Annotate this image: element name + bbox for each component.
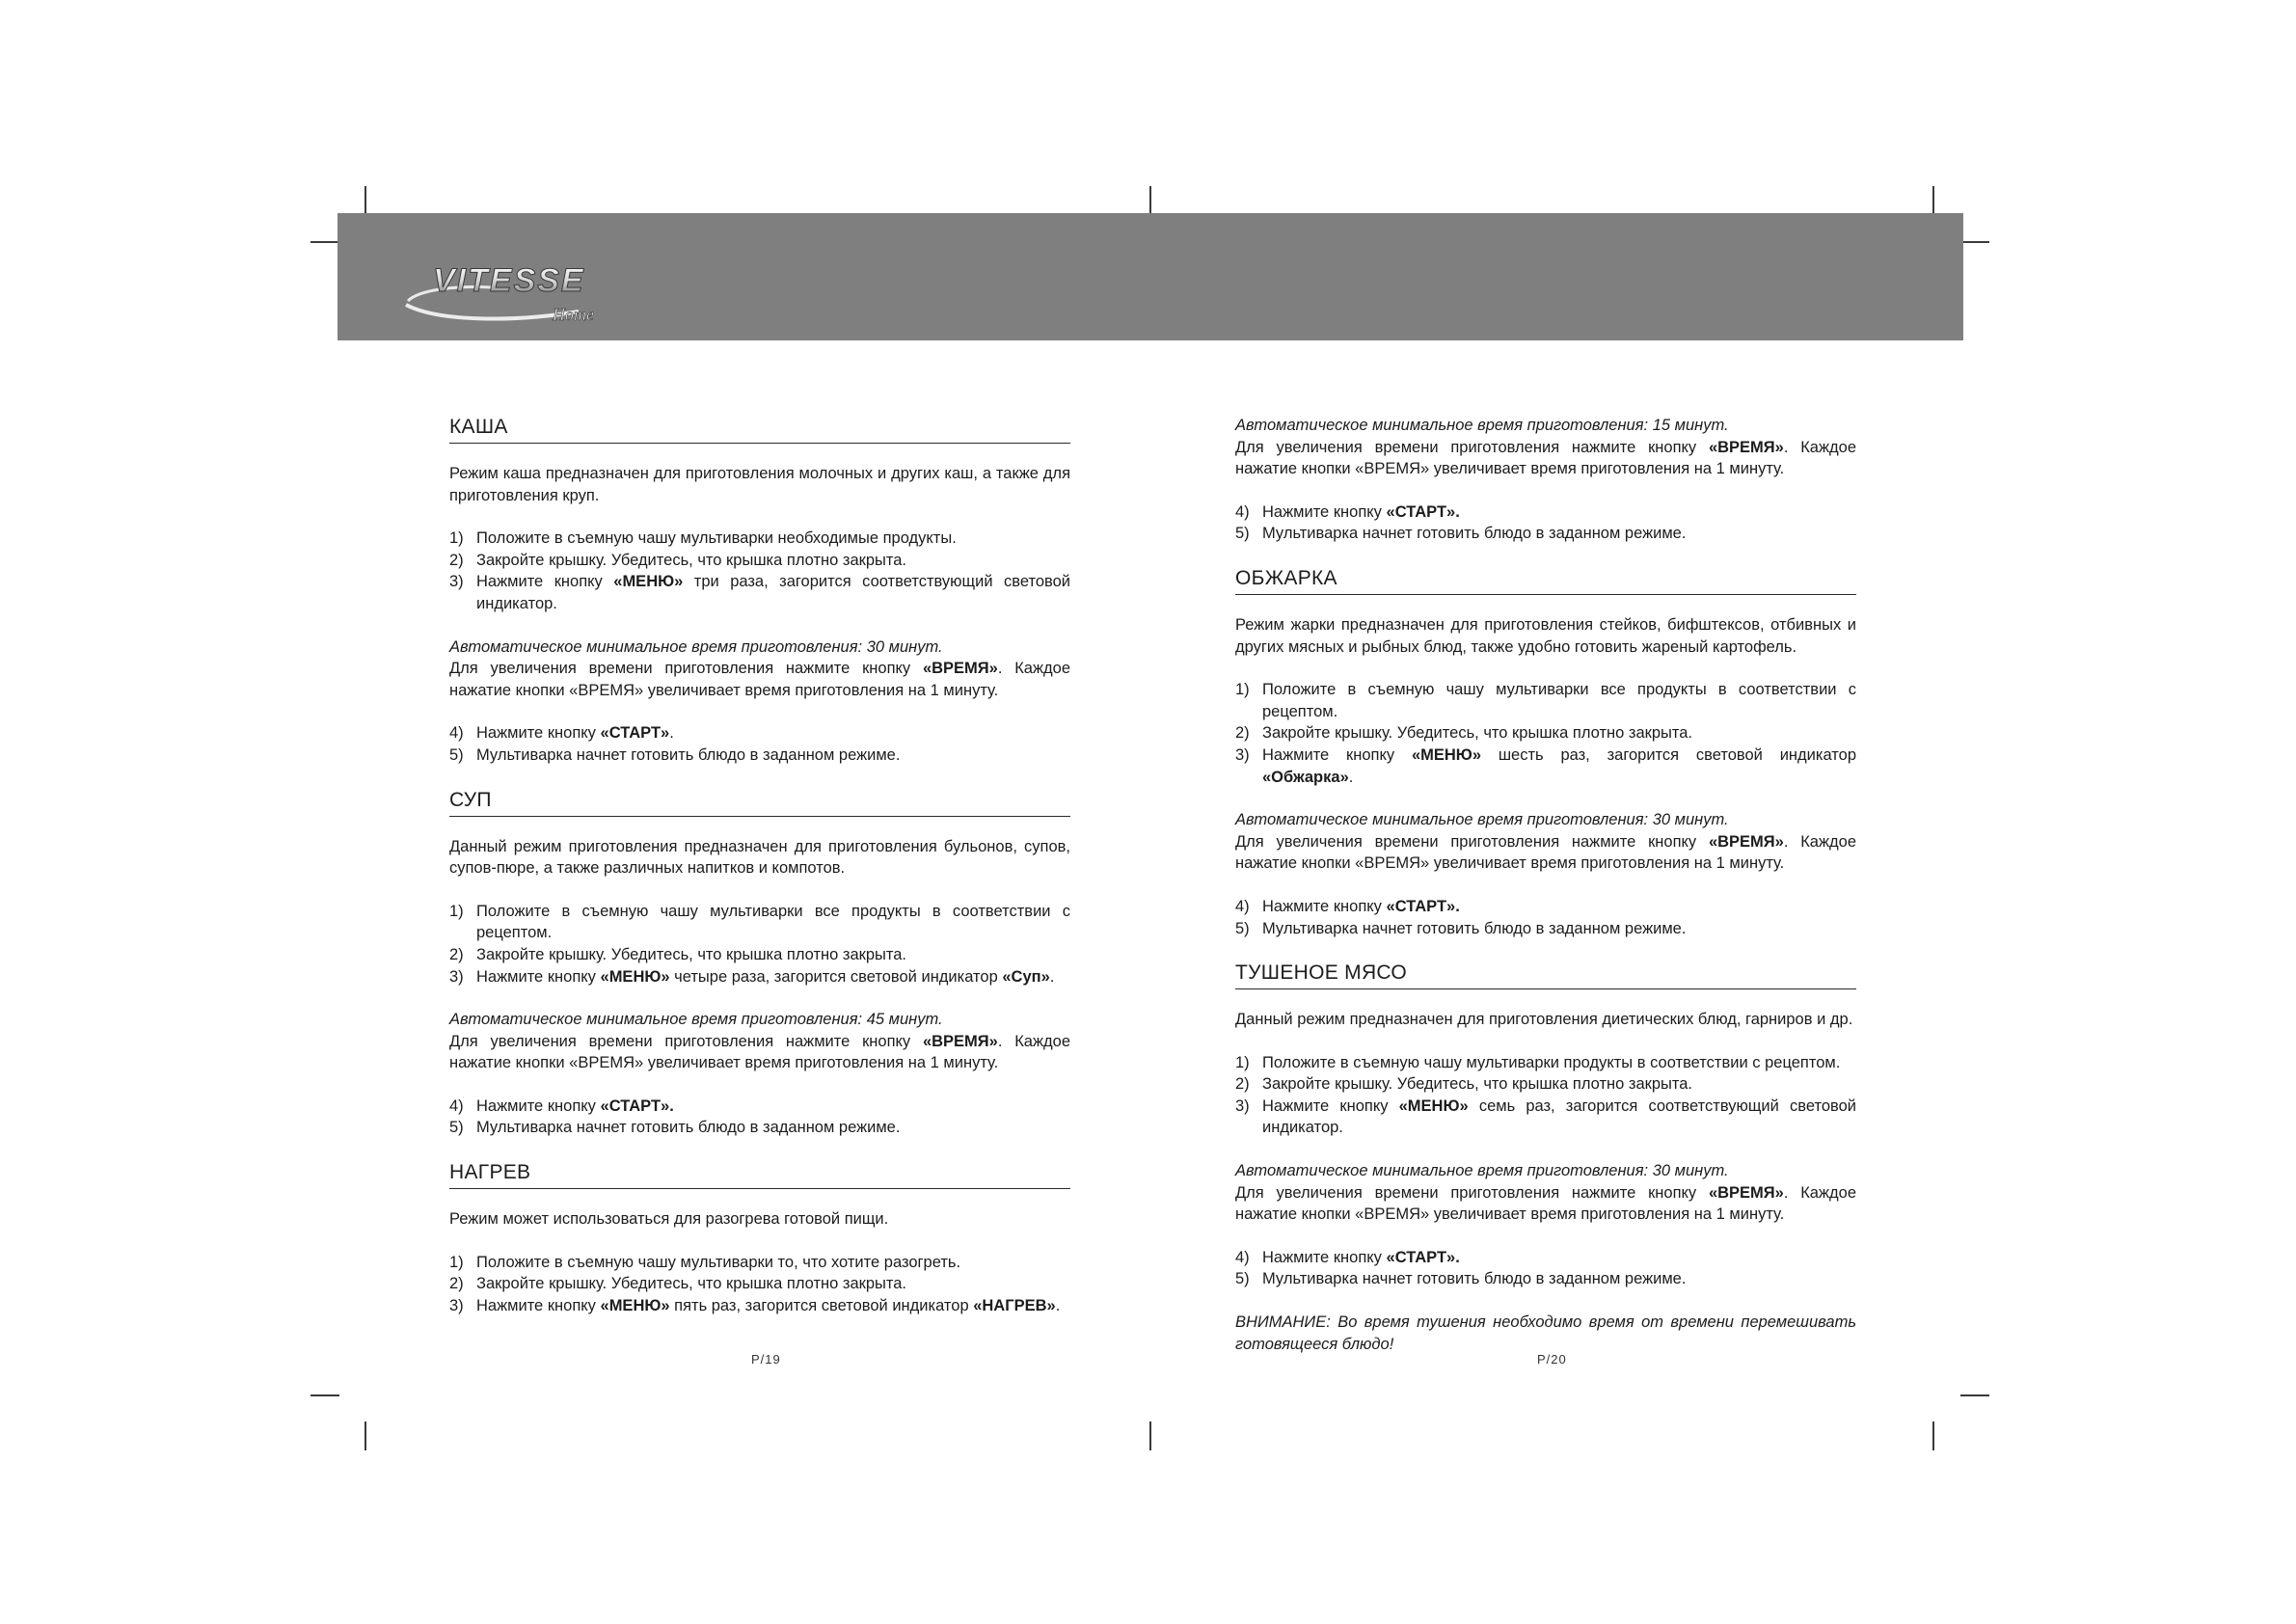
brand-sub: Home	[553, 305, 594, 324]
page-right	[1235, 415, 1856, 1376]
crop-mark	[1932, 186, 1934, 215]
list-item: 2) Закройте крышку. Убедитесь, что крышка плотно закрыта.	[1235, 724, 1693, 743]
steps-list	[449, 528, 1070, 614]
section-obzharka	[1235, 566, 1856, 939]
duration-note: Автоматическое минимальное время приготовления: 30 минут.	[1235, 1162, 1729, 1180]
list-item: 5) Мультиварка начнет готовить блюдо в заданном режиме.	[1235, 919, 1687, 937]
duration-note: Автоматическое минимальное время приготовления: 30 минут.	[449, 637, 943, 656]
crop-mark	[311, 1394, 339, 1396]
section-sup	[449, 788, 1070, 1140]
crop-mark	[1149, 1421, 1151, 1450]
list-item: 2) Закройте крышку. Убедитесь, что крышка плотно закрыта.	[449, 945, 907, 963]
final-steps-list	[449, 722, 1070, 766]
final-steps-list	[449, 1096, 1070, 1139]
section-intro: Режим каша предназначен для приготовления молочных и других каш, а также для приготовления круп.	[449, 465, 1070, 504]
section-title: СУП	[449, 788, 1070, 817]
crop-mark	[1932, 1421, 1934, 1450]
list-item: 2) Закройте крышку. Убедитесь, что крышка плотно закрыта.	[449, 551, 907, 569]
crop-mark	[1149, 186, 1151, 215]
section-intro: Данный режим предназначен для приготовления диетических блюд, гарниров и др.	[1235, 1011, 1853, 1029]
section-title: КАША	[449, 415, 1070, 444]
list-item: 1) Положите в съемную чашу мультиварки продукты в соответствии с рецептом.	[1235, 1053, 1841, 1071]
section-title: ТУШЕНОЕ МЯСО	[1235, 961, 1856, 989]
page-left	[449, 415, 1070, 1338]
brand-logo	[400, 258, 641, 336]
page-number-left: P/19	[751, 1352, 781, 1367]
crop-mark	[1960, 241, 1989, 243]
duration-note: Автоматическое минимальное время приготовления: 15 минут.	[1235, 417, 1729, 434]
final-steps-list	[1235, 501, 1856, 545]
section-nagrev	[449, 1160, 1070, 1316]
list-item: 1) Положите в съемную чашу мультиварки все продукты в соответствии с рецептом.	[1235, 681, 1856, 720]
crop-mark	[365, 1421, 366, 1450]
crop-mark	[1960, 1394, 1989, 1396]
list-item: 4) Нажмите кнопку «СТАРТ».	[1235, 502, 1460, 521]
steps-list	[1235, 679, 1856, 788]
duration-note: Автоматическое минимальное время приготовления: 45 минут.	[449, 1011, 943, 1029]
section-intro: Режим жарки предназначен для приготовления стейков, бифштексов, отбивных и других мясных и рыбных блюд, также удобно готовить жареный картофель.	[1235, 615, 1856, 656]
warning-note: ВНИМАНИЕ: Во время тушения необходимо время от времени перемешивать готовящееся блюдо!	[1235, 1313, 1856, 1353]
list-item: 4) Нажмите кнопку «СТАРТ».	[1235, 1248, 1460, 1266]
list-item: 1) Положите в съемную чашу мультиварки все продукты в соответствии с рецептом.	[449, 902, 1070, 942]
list-item: 3) Нажмите кнопку «МЕНЮ» три раза, загорится соответствующий световой индикатор.	[449, 573, 1070, 612]
list-item: 2) Закройте крышку. Убедитесь, что крышка плотно закрыта.	[449, 1275, 907, 1293]
list-item: 1) Положите в съемную чашу мультиварки то, что хотите разогреть.	[449, 1253, 961, 1271]
final-steps-list	[1235, 896, 1856, 939]
duration-note: Автоматическое минимальное время приготовления: 30 минут.	[1235, 811, 1729, 829]
list-item: 3) Нажмите кнопку «МЕНЮ» шесть раз, загорится световой индикатор «Обжарка».	[1235, 745, 1856, 786]
list-item: 2) Закройте крышку. Убедитесь, что крышка плотно закрыта.	[1235, 1075, 1693, 1094]
section-kasha	[449, 415, 1070, 767]
list-item: 3) Нажмите кнопку «МЕНЮ» четыре раза, загорится световой индикатор «Суп».	[449, 967, 1055, 986]
brand-name: VITESSE	[433, 262, 585, 299]
final-steps-list	[1235, 1247, 1856, 1290]
list-item: 5) Мультиварка начнет готовить блюдо в заданном режиме.	[1235, 525, 1687, 543]
list-item: 3) Нажмите кнопку «МЕНЮ» семь раз, загорится соответствующий световой индикатор.	[1235, 1096, 1856, 1137]
section-intro: Режим может использоваться для разогрева готовой пищи.	[449, 1210, 889, 1229]
time-note: Для увеличения времени приготовления нажмите кнопку «ВРЕМЯ». Каждое нажатие кнопки «ВРЕМЯ» увеличивает время приготовления на 1 минуту.	[449, 1032, 1070, 1072]
list-item: 1) Положите в съемную чашу мультиварки необходимые продукты.	[449, 529, 957, 548]
section-tushenoe-myaso	[1235, 961, 1856, 1355]
time-note: Для увеличения времени приготовления нажмите кнопку «ВРЕМЯ». Каждое нажатие кнопки «ВРЕМЯ» увеличивает время приготовления на 1 минуту.	[449, 660, 1070, 699]
crop-mark	[311, 241, 339, 243]
page-number-right: P/20	[1537, 1352, 1567, 1367]
time-note: Для увеличения времени приготовления нажмите кнопку «ВРЕМЯ». Каждое нажатие кнопки «ВРЕМЯ» увеличивает время приготовления на 1 минуту.	[1235, 438, 1856, 478]
list-item: 4) Нажмите кнопку «СТАРТ».	[449, 724, 674, 743]
time-note: Для увеличения времени приготовления нажмите кнопку «ВРЕМЯ». Каждое нажатие кнопки «ВРЕМЯ» увеличивает время приготовления на 1 минуту.	[1235, 1183, 1856, 1224]
continuation-block	[1235, 415, 1856, 545]
list-item: 5) Мультиварка начнет готовить блюдо в заданном режиме.	[1235, 1270, 1687, 1288]
list-item: 4) Нажмите кнопку «СТАРТ».	[449, 1096, 674, 1115]
section-title: ОБЖАРКА	[1235, 566, 1856, 595]
list-item: 4) Нажмите кнопку «СТАРТ».	[1235, 897, 1460, 915]
steps-list	[1235, 1052, 1856, 1139]
section-title: НАГРЕВ	[449, 1160, 1070, 1189]
list-item: 5) Мультиварка начнет готовить блюдо в заданном режиме.	[449, 745, 901, 764]
crop-mark	[365, 186, 366, 215]
list-item: 5) Мультиварка начнет готовить блюдо в заданном режиме.	[449, 1119, 901, 1137]
steps-list	[449, 901, 1070, 988]
steps-list	[449, 1252, 1070, 1317]
list-item: 3) Нажмите кнопку «МЕНЮ» пять раз, загорится световой индикатор «НАГРЕВ».	[449, 1296, 1061, 1314]
time-note: Для увеличения времени приготовления нажмите кнопку «ВРЕМЯ». Каждое нажатие кнопки «ВРЕМЯ» увеличивает время приготовления на 1 минуту.	[1235, 832, 1856, 873]
section-intro: Данный режим приготовления предназначен для приготовления бульонов, супов, супов-пюре, а также различных напитков и компотов.	[449, 837, 1070, 878]
